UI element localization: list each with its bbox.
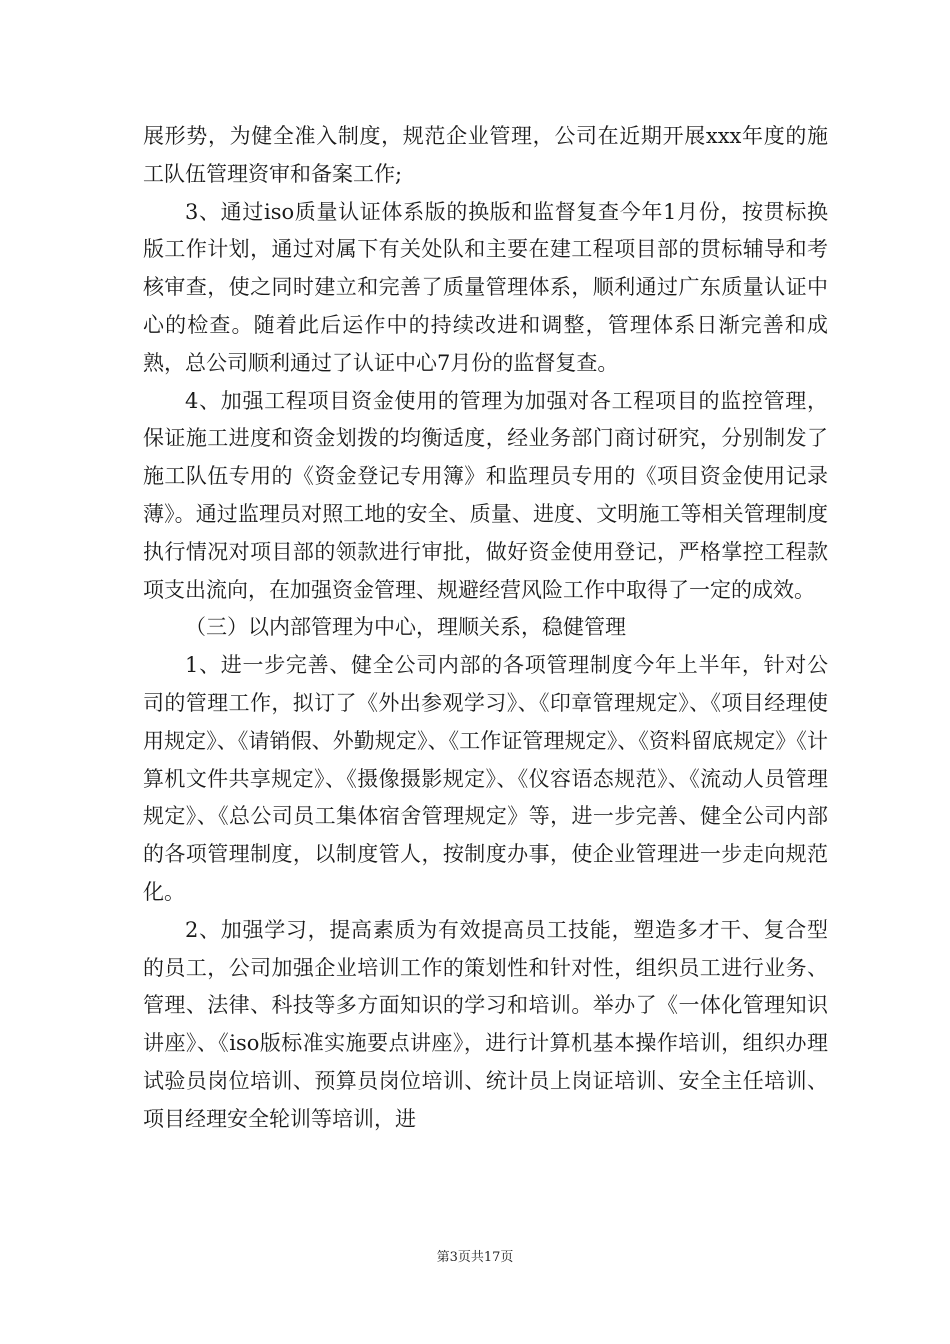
section-heading-internal-management: （三）以内部管理为中心，理顺关系，稳健管理 bbox=[185, 615, 626, 640]
paragraph-training: 2、加强学习，提高素质为有效提高员工技能，塑造多才干、复合型的员工，公司加强企业培训工作的策划性和针对性，组织员工进行业务、管理、法律、科技等多方面知识的学习和培训。举办了《一体化管理知识讲座》、《iso版标准实施要点讲座》，进行计算机基本操作培训，组织办理试验员岗位培训、预算员岗位培训、统计员上岗证培训、安全主任培训、项目经理安全轮训等培训，进 bbox=[143, 917, 828, 1131]
paragraph-management-rules: 1、进一步完善、健全公司内部的各项管理制度今年上半年，针对公司的管理工作，拟订了《外出参观学习》、《印章管理规定》、《项目经理使用规定》、《请销假、外勤规定》、《工作证管理规定》、《资料留底规定》《计算机文件共享规定》、《摄像摄影规定》、《仪容语态规范》、《流动人员管理规定》、《总公司员工集体宿舍管理规定》等，进一步完善、健全公司内部的各项管理制度，以制度管人，按制度办事，使企业管理进一步走向规范化。 bbox=[143, 653, 828, 904]
paragraph-fund-management: 4、加强工程项目资金使用的管理为加强对各工程项目的监控管理，保证施工进度和资金划拨的均衡适度，经业务部门商讨研究，分别制发了施工队伍专用的《资金登记专用簿》和监理员专用的《项目资金使用记录薄》。通过监理员对照工地的安全、质量、进度、文明施工等相关管理制度执行情况对项目部的领款进行审批，做好资金使用登记，严格掌控工程款项支出流向，在加强资金管理、规避经营风险工作中取得了一定的成效。 bbox=[143, 388, 828, 602]
paragraph-continuation: 展形势，为健全准入制度，规范企业管理，公司在近期开展xxx年度的施工队伍管理资审和备案工作; bbox=[143, 124, 828, 186]
body-text bbox=[143, 118, 828, 1139]
paragraph-iso-certification: 3、通过iso质量认证体系版的换版和监督复查今年1月份，按贯标换版工作计划，通过对属下有关处队和主要在建工程项目部的贯标辅导和考核审查，使之同时建立和完善了质量管理体系，顺利通过广东质量认证中心的检查。随着此后运作中的持续改进和调整，管理体系日渐完善和成熟，总公司顺利通过了认证中心7月份的监督复查。 bbox=[143, 199, 828, 375]
page-number-footer: 第3页共17页 bbox=[436, 1250, 514, 1265]
